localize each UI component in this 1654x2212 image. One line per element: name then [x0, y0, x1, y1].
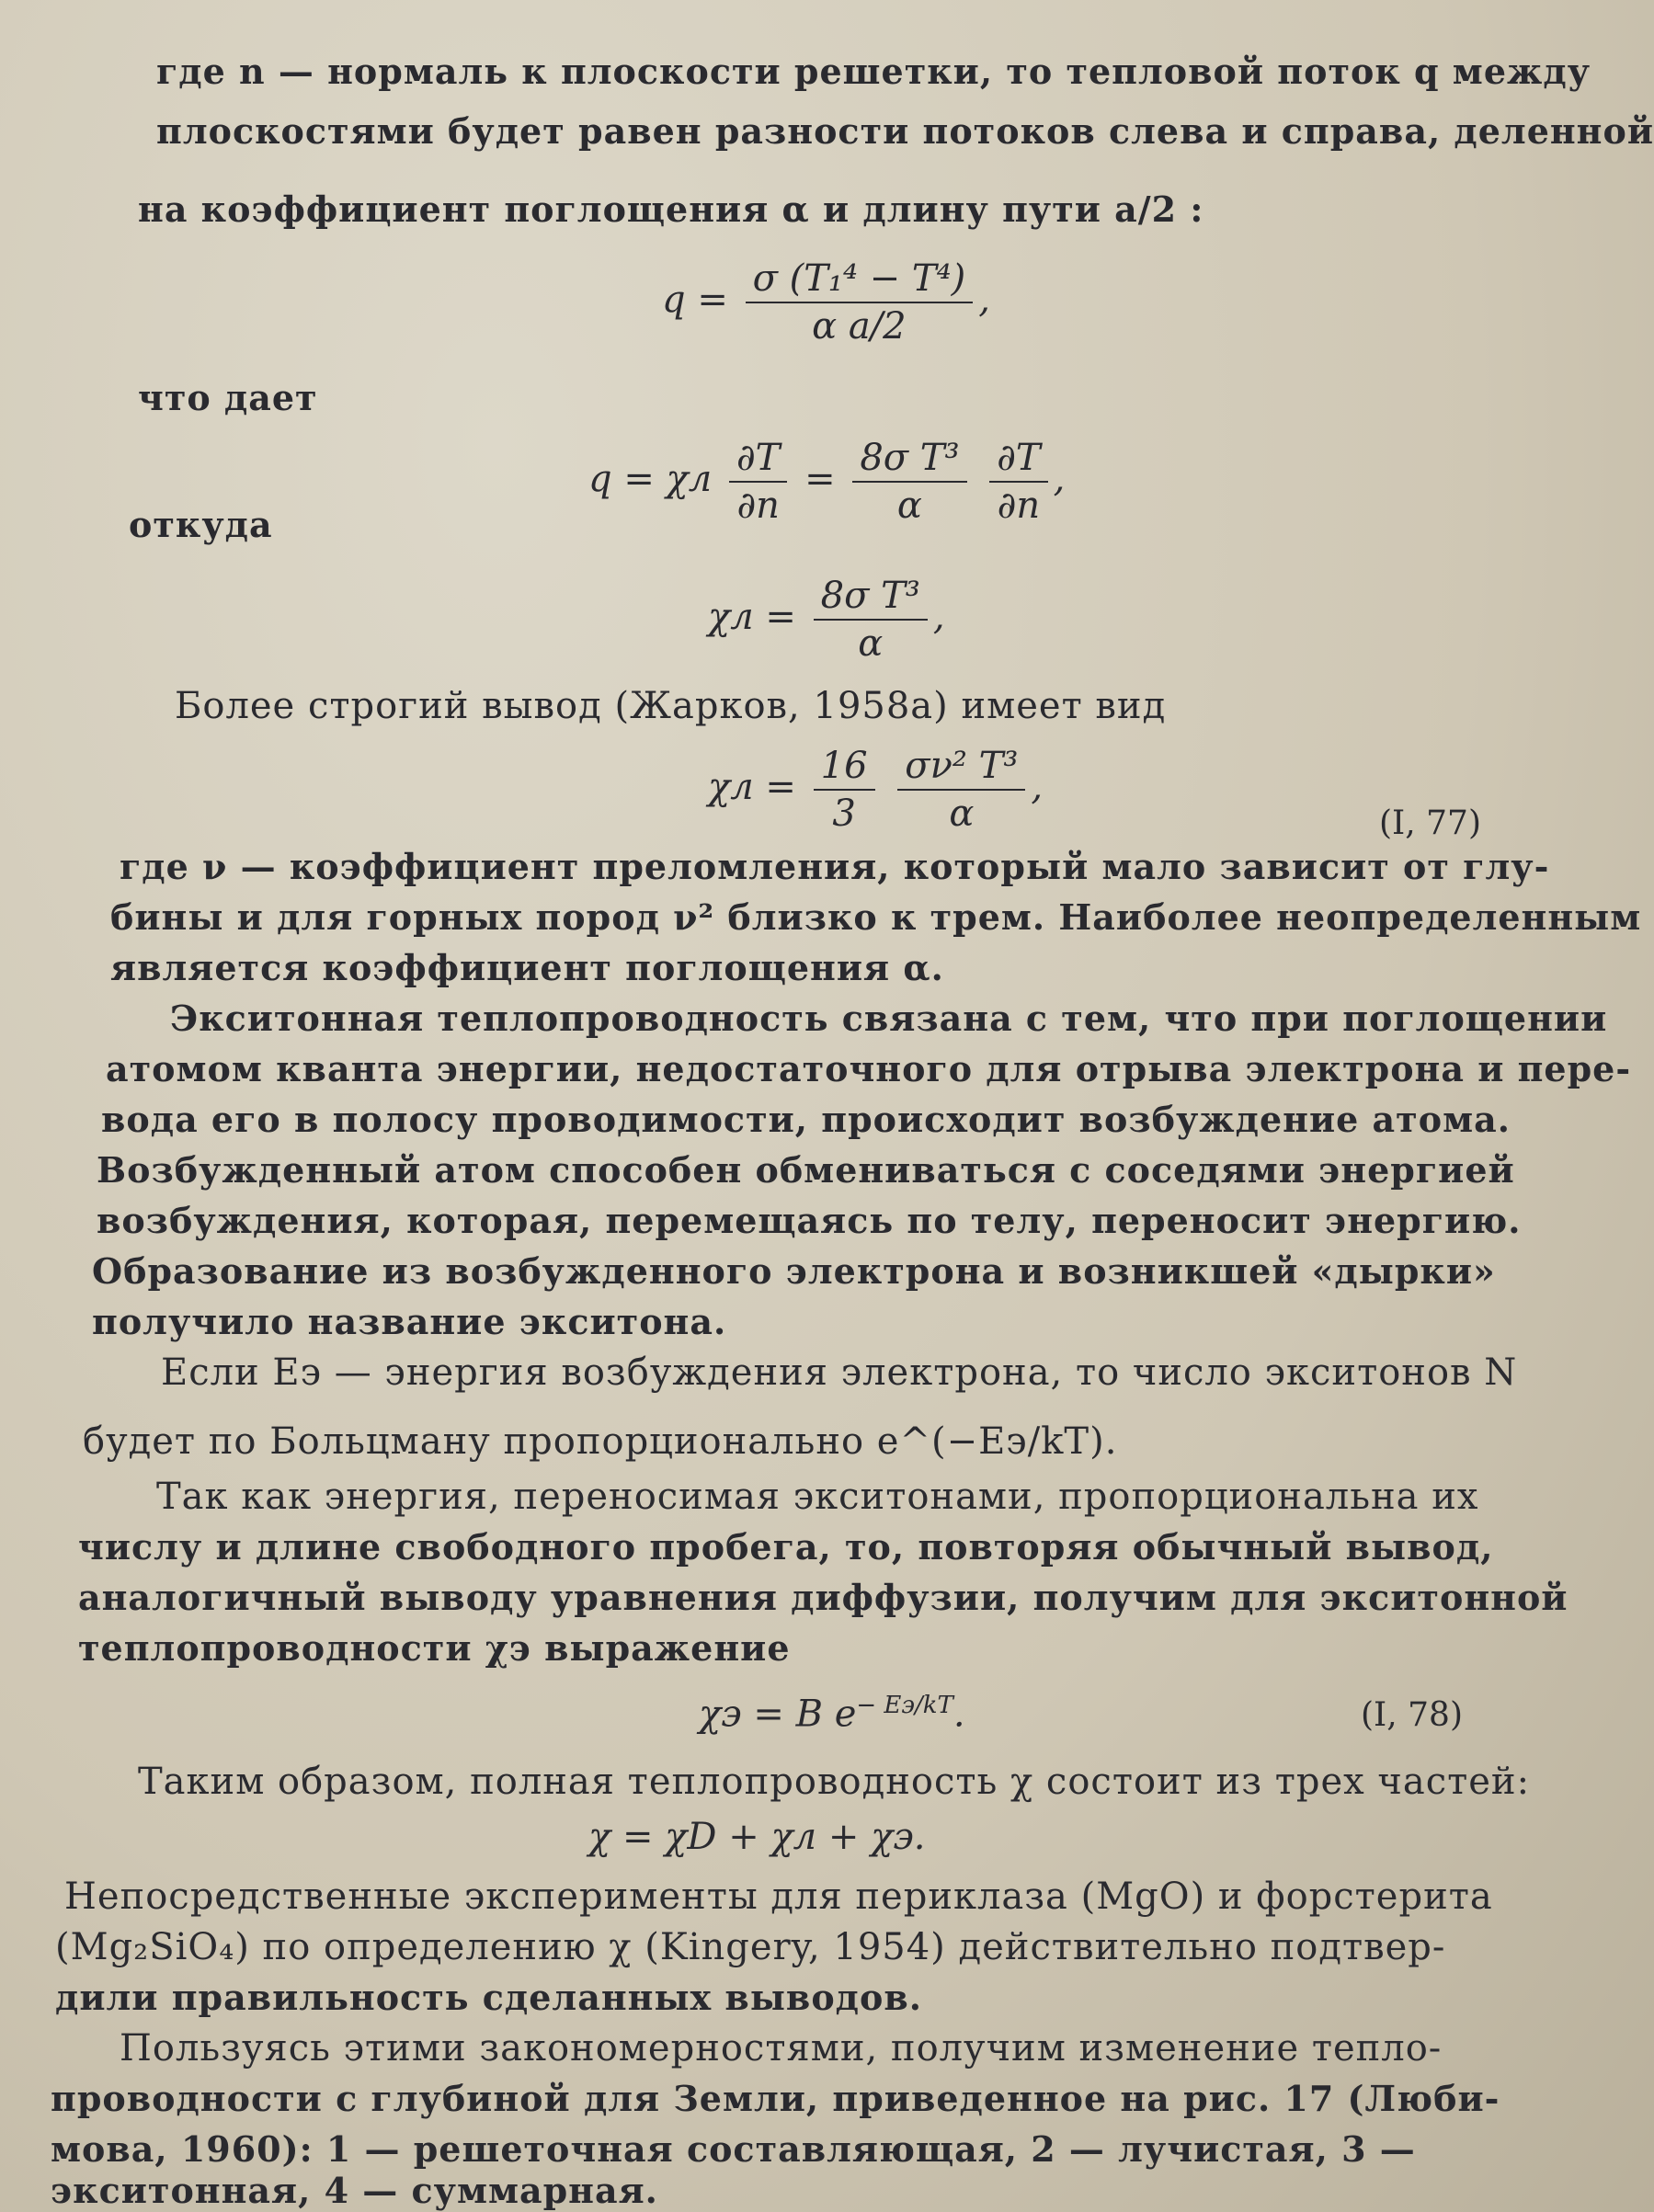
text-line-16: получило название экситона.: [92, 1301, 727, 1342]
eq2-den2: α: [896, 485, 922, 527]
equation-2: q = χл $\frac{\partial T}{\partial n}$ = $\frac{\text{8σ T³}}{\alpha}$ $\frac{\partial T}{\partial n}$ ,: [588, 437, 1066, 527]
text-line-5: откуда: [129, 504, 273, 545]
eq2-frac1: [729, 437, 787, 527]
eq2-frac2: [852, 437, 966, 527]
text-line-23: Таким образом, полная теплопроводность χ состоит из трех частей:: [138, 1761, 1531, 1803]
text-line-20: числу и длине свободного пробега, то, повторяя обычный вывод,: [78, 1526, 1494, 1568]
equation-number-77: (I, 77): [1379, 804, 1482, 842]
eq3-lhs: χл =: [708, 596, 796, 638]
text-line-3: на коэффициент поглощения α и длину пути a/2 :: [138, 188, 1204, 230]
eq2-den1: ∂n: [736, 485, 780, 527]
text-line-27: Пользуясь этими закономерностями, получим изменение тепло-: [120, 2027, 1443, 2069]
eq4-num1: 16: [814, 745, 875, 791]
text-line-21: аналогичный выводу уравнения диффузии, получим для экситонной: [78, 1577, 1568, 1618]
text-line-26: дили правильность сделанных выводов.: [55, 1977, 922, 2018]
equation-3: χл = $\frac{\text{8σ T³}}{\alpha}$ ,: [708, 575, 945, 665]
text-line-24: Непосредственные эксперименты для периклаза (MgO) и форстерита: [64, 1876, 1493, 1918]
eq1-fraction: [746, 257, 974, 348]
text-line-8: бины и для горных пород ν² близко к трем. Наиболее неопределенным: [110, 896, 1642, 938]
text-line-14: возбуждения, которая, перемещаясь по телу, переносит энергию.: [97, 1200, 1522, 1241]
eq4-den2: α: [949, 792, 975, 835]
eq4-num2: σν² T³: [897, 745, 1025, 791]
text-line-22: теплопроводности χэ выражение: [78, 1627, 791, 1669]
eq2-frac3: [989, 437, 1047, 527]
eq2-den3: ∂n: [997, 485, 1041, 527]
eq1-denominator: α a/2: [812, 305, 907, 348]
text-line-4: что дает: [138, 377, 318, 418]
eq2-num2: 8σ T³: [852, 437, 966, 483]
eq4-frac1: [814, 745, 875, 835]
text-line-17: Если Eэ — энергия возбуждения электрона, то число экситонов N: [161, 1351, 1518, 1394]
text-line-2: плоскостями будет равен разности потоков слева и справа, деленной: [156, 110, 1654, 152]
eq2-num1: ∂T: [729, 437, 787, 483]
text-line-12: вода его в полосу проводимости, происходит возбуждение атома.: [101, 1099, 1511, 1140]
text-line-28: проводности с глубиной для Земли, приведенное на рис. 17 (Люби-: [51, 2078, 1500, 2119]
equation-number-78: (I, 78): [1361, 1696, 1464, 1734]
text-line-18: будет по Больцману пропорционально e^(−Eэ/kT).: [83, 1420, 1118, 1463]
equation-5: χэ = B $e^{- Eэ/kT}$.: [699, 1692, 965, 1736]
text-line-11: атомом кванта энергии, недостаточного для отрыва электрона и пере-: [106, 1048, 1632, 1089]
eq2-num3: ∂T: [989, 437, 1047, 483]
text-line-1: где n — нормаль к плоскости решетки, то тепловой поток q между: [156, 51, 1591, 92]
text-line-25: (Mg₂SiO₄) по определению χ (Kingery, 1954) действительно подтвер-: [55, 1926, 1446, 1968]
text-line-30: экситонная, 4 — суммарная.: [51, 2170, 658, 2211]
equation-1: q = $\frac{\text{σ (T₁⁴ − T⁴)}}{\text{α a/2}}$ ,: [662, 257, 990, 348]
eq4-lhs: χл =: [708, 766, 796, 808]
text-line-7: где ν — коэффициент преломления, который мало зависит от глу-: [120, 846, 1550, 887]
eq4-den1: 3: [832, 792, 856, 835]
text-line-29: мова, 1960): 1 — решеточная составляющая, 2 — лучистая, 3 —: [51, 2128, 1416, 2170]
text-line-10: Экситонная теплопроводность связана с тем, что при поглощении: [170, 998, 1608, 1039]
text-line-13: Возбужденный атом способен обмениваться с соседями энергией: [97, 1149, 1515, 1191]
eq1-lhs: q =: [662, 279, 728, 321]
text-line-6: Более строгий вывод (Жарков, 1958а) имеет вид: [175, 685, 1167, 727]
eq1-numerator: σ (T₁⁴ − T⁴): [746, 257, 974, 303]
eq5-exponent: − Eэ/kT: [856, 1692, 953, 1719]
equation-4: χл = $\frac{16}{3}$ $\frac{\text{σν² T³}}{\alpha}$ ,: [708, 745, 1044, 835]
text-line-9: является коэффициент поглощения α.: [110, 947, 944, 988]
eq3-fraction: [814, 575, 928, 665]
text-line-15: Образование из возбужденного электрона и возникшей «дырки»: [92, 1250, 1496, 1292]
eq4-frac2: [897, 745, 1025, 835]
text-line-19: Так как энергия, переносимая экситонами, пропорциональна их: [156, 1476, 1479, 1518]
eq2-equals: =: [804, 458, 836, 500]
equation-6: χ = χD + χл + χэ.: [588, 1816, 926, 1858]
eq3-num: 8σ T³: [814, 575, 928, 621]
eq5-lhs: χэ = B e: [699, 1693, 857, 1736]
eq3-den: α: [858, 622, 884, 665]
eq2-lhs: q = χл: [588, 458, 713, 500]
